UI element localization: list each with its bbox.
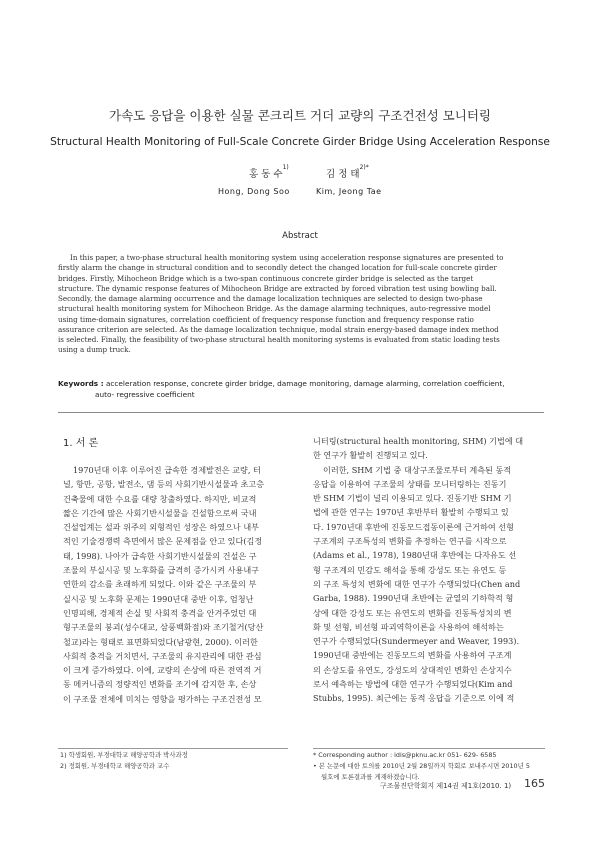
body-line: 건설업계는 설과 위주의 외형적인 성장은 하였으나 내부 xyxy=(63,522,260,533)
body-line: 짧은 기간에 많은 사회기반시설물을 건설함으로써 국내 xyxy=(63,507,257,518)
abstract-line: structure. The dynamic response features of Mihocheon Bridge are extracted by forced vibration test using bowling ball. xyxy=(58,283,497,293)
body-line: 이 구조물 전체에 미치는 영향을 평가하는 구조건전성 모 xyxy=(63,693,262,704)
footnote-rule-left xyxy=(58,748,288,749)
body-line: 응답을 이용하여 구조물의 상태를 모니터링하는 진동기 xyxy=(313,478,507,489)
abstract-line: In this paper, a two-phase structural health monitoring system using acceleration response signatures are presented to xyxy=(70,253,504,262)
paper-title-korean: 가속도 응답을 이용한 실물 콘크리트 거더 교량의 구조건전성 모니터링 xyxy=(109,108,491,123)
body-line: 연구가 수행되었다(Sundermeyer and Weaver, 1993). xyxy=(313,636,520,647)
paper-title-english: Structural Health Monitoring of Full-Scale Concrete Girder Bridge Using Acceleration Response xyxy=(50,136,550,148)
footnote: 2) 정회원, 부경대학교 해양공학과 교수 xyxy=(60,762,170,770)
body-line: Stubbs, 1995). 최근에는 동적 응답을 기준으로 이에 적 xyxy=(313,693,515,704)
body-line: 상에 대한 강성도 또는 유연도의 변화를 진동특성치의 변 xyxy=(313,607,512,618)
footnote: 1) 학생회원, 부경대학교 해양공학과 박사과정 xyxy=(60,751,188,759)
body-line: 다. 1970년대 후반에 진동모드접동이론에 근거하여 선형 xyxy=(313,521,514,532)
body-line: (Adams et al., 1978), 1980년대 후반에는 다자유도 선 xyxy=(313,550,517,561)
body-line: 형구조물의 붕괴(성수대교, 삼풍백화점)와 조기철거(당산 xyxy=(63,622,264,633)
body-line: 구조계의 구조특성의 변화를 추정하는 연구를 시작으로 xyxy=(313,536,507,547)
right-column-text xyxy=(313,434,539,706)
keywords-line-1: acceleration response, concrete girder bridge, damage monitoring, damage alarming, correlation coefficient, xyxy=(105,379,505,388)
abstract-heading: Abstract xyxy=(282,231,318,241)
footnotes-left xyxy=(60,750,188,772)
keywords xyxy=(58,378,558,400)
body-line: 널, 항만, 공항, 발전소, 댐 등의 사회기반시설물과 초고층 xyxy=(63,479,265,490)
body-line: 1970년대 이후 이루어진 급속한 경제발전은 교량, 터 xyxy=(73,465,261,475)
abstract-line: is selected. Finally, the feasibility of two-phase structural health monitoring systems is evaluated from static loading tests xyxy=(58,335,500,344)
footnotes-right xyxy=(313,750,549,783)
body-line: 로서 예측하는 방법에 대한 연구가 수행되었다(Kim and xyxy=(313,679,513,690)
author-1-english: Hong, Dong Soo xyxy=(218,187,290,196)
journal-footer: 구조물진단학회지 제14권 제1호(2010. 1) xyxy=(380,782,512,790)
body-line: Garba, 1988). 1990년대 초반에는 균열의 기하학적 형 xyxy=(313,593,514,604)
body-line: 의 구조 특성치 변화에 대한 연구가 수행되었다(Chen and xyxy=(313,578,521,589)
author-1-korean: 홍 동 수$^{1)}$ xyxy=(249,164,289,180)
footnote: • 본 논문에 대한 토의를 2010년 2월 28일까지 학회로 보내주시면 2010년 5 xyxy=(313,762,530,770)
body-line: 인명피해, 경제적 손실 및 사회적 충격을 안겨주었던 대 xyxy=(63,607,257,618)
abstract-line: firstly alarm the change in structural condition and to secondly detect the changed location for full-scale concrete girder xyxy=(58,263,497,273)
abstract-line: using time-domain signatures, correlation coefficient of frequency response function and frequency response ratio xyxy=(58,314,474,324)
body-line: 조물의 부실시공 및 노후화를 급격히 증가시켜 사용내구 xyxy=(63,565,260,576)
body-line: 형 구조계의 민감도 해석을 통해 강성도 또는 유연도 등 xyxy=(313,564,507,575)
body-line: 의 손상도를 유연도, 강성도의 상대적인 변화인 손상지수 xyxy=(313,664,512,675)
body-line: 한 연구가 활발히 진행되고 있다. xyxy=(313,450,428,461)
footnote-rule-right xyxy=(313,748,545,749)
author-2-english: Kim, Jeong Tae xyxy=(316,187,382,196)
body-line: 건축물에 대한 수요를 대량 창출하였다. 하지만, 비교적 xyxy=(63,493,257,504)
keywords-line-2: auto- regressive coefficient xyxy=(95,390,195,399)
body-line: 사회적 충격을 거치면서, 구조물의 유지관리에 대한 관심 xyxy=(63,650,262,661)
body-line: 니터링(structural health monitoring, SHM) 기법에 대 xyxy=(313,436,524,446)
body-line: 반 SHM 기법이 널리 이용되고 있다. 진동기반 SHM 기 xyxy=(313,493,512,504)
page-number: 165 xyxy=(524,777,545,790)
body-line: 동 메커니즘의 정량적인 변화를 조기에 감지한 후, 손상 xyxy=(63,679,257,690)
body-line: 1990년대 중반에는 진동모드의 변화를 사용하여 구조계 xyxy=(313,650,512,661)
abstract-text xyxy=(58,253,544,356)
abstract-line: using a dump truck. xyxy=(58,345,131,355)
section-divider xyxy=(58,412,544,413)
abstract-line: Secondly, the damage alarming occurrence and the damage localization techniques are selected to design two-phase xyxy=(58,294,483,303)
body-line: 적인 기술경쟁력 측면에서 많은 문제점을 안고 있다(김정 xyxy=(63,536,263,547)
footnote: 월호에 토론결과를 게재하겠습니다. xyxy=(321,773,420,781)
body-line: 태, 1998). 나아가 급속한 사회기반시설물의 건설은 구 xyxy=(63,550,257,561)
body-line: 법에 관한 연구는 1970년 후반부터 활발히 수행되고 있 xyxy=(313,507,509,518)
body-line: 이 크게 증가하였다. 이에, 교량의 손상에 따른 전역적 거 xyxy=(63,665,262,676)
abstract-line: assurance criterion are selected. As the damage localization technique, modal strain energy-based damage index method xyxy=(58,324,499,334)
footnote: * Corresponding author : idis@pknu.ac.kr 051- 629- 6585 xyxy=(313,751,497,759)
keywords-label: Keywords : xyxy=(58,379,104,388)
body-line: 철교)라는 형태로 표면화되었다(남광현, 2000). 이러한 xyxy=(63,636,258,647)
body-line: 연한의 감소를 초래하게 되었다. 이와 같은 구조물의 부 xyxy=(63,579,257,590)
author-2-korean: 김 정 태$^{2)*}$ xyxy=(326,164,369,180)
section-heading: 1. 서 론 xyxy=(63,438,99,449)
left-column-text xyxy=(63,463,287,706)
abstract-line: structural health monitoring system for Mihocheon Bridge. As the damage alarming techniques, auto-regressive model xyxy=(58,304,491,314)
body-line: 실시공 및 노후화 문제는 1990년대 중반 이후, 엄청난 xyxy=(63,593,254,604)
body-line: 이러한, SHM 기법 중 대상구조물로부터 계측된 동적 xyxy=(323,464,512,475)
abstract-line: bridges. Firstly, Mihocheon Bridge which is a two-span continuous concrete girder bridge is selected as the target xyxy=(58,273,474,283)
body-line: 화 및 선형, 비선형 파괴역학이론을 사용하여 해석하는 xyxy=(313,621,504,632)
